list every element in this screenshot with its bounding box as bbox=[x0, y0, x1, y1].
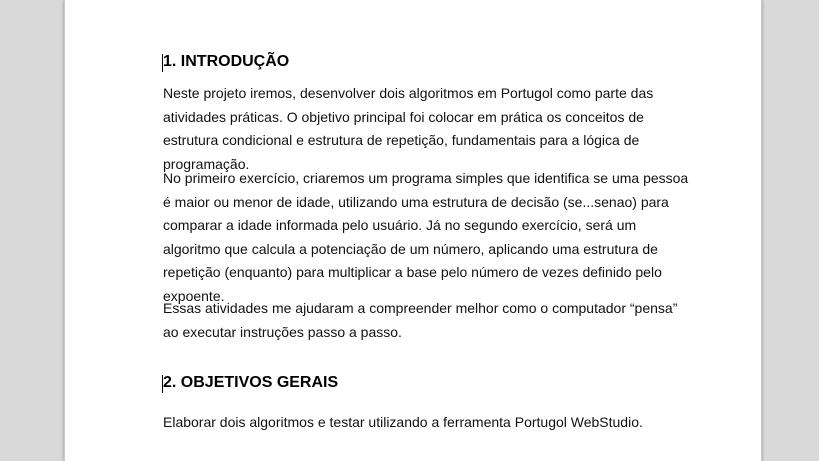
paragraph: Neste projeto iremos, desenvolver dois algoritmos em Portugol como parte das atividades práticas. O objetivo principal foi colocar em prática os conceitos de estrutura condicional e estrutura de repetição, fundamentais para a lógica de programação. bbox=[163, 85, 654, 172]
section-heading-introducao: 1. INTRODUÇÃO bbox=[163, 53, 290, 70]
document-page[interactable] bbox=[64, 0, 762, 461]
paragraph: Essas atividades me ajudaram a compreender melhor como o computador “pensa” ao executar instruções passo a passo. bbox=[163, 300, 678, 340]
section-heading-objetivos-gerais: 2. OBJETIVOS GERAIS bbox=[163, 374, 339, 391]
paragraph: Elaborar dois algoritmos e testar utilizando a ferramenta Portugol WebStudio. bbox=[163, 414, 643, 430]
paragraph: No primeiro exercício, criaremos um programa simples que identifica se uma pessoa é maior ou menor de idade, utilizando uma estrutura de decisão (se...senao) para comparar a idade informada pelo usuário. Já no segundo exercício, será um algoritmo que calcula a potenciação de um número, aplicando uma estrutura de repetição (enquanto) para multiplicar a base pelo número de vezes definido pelo expoente. bbox=[163, 170, 689, 304]
